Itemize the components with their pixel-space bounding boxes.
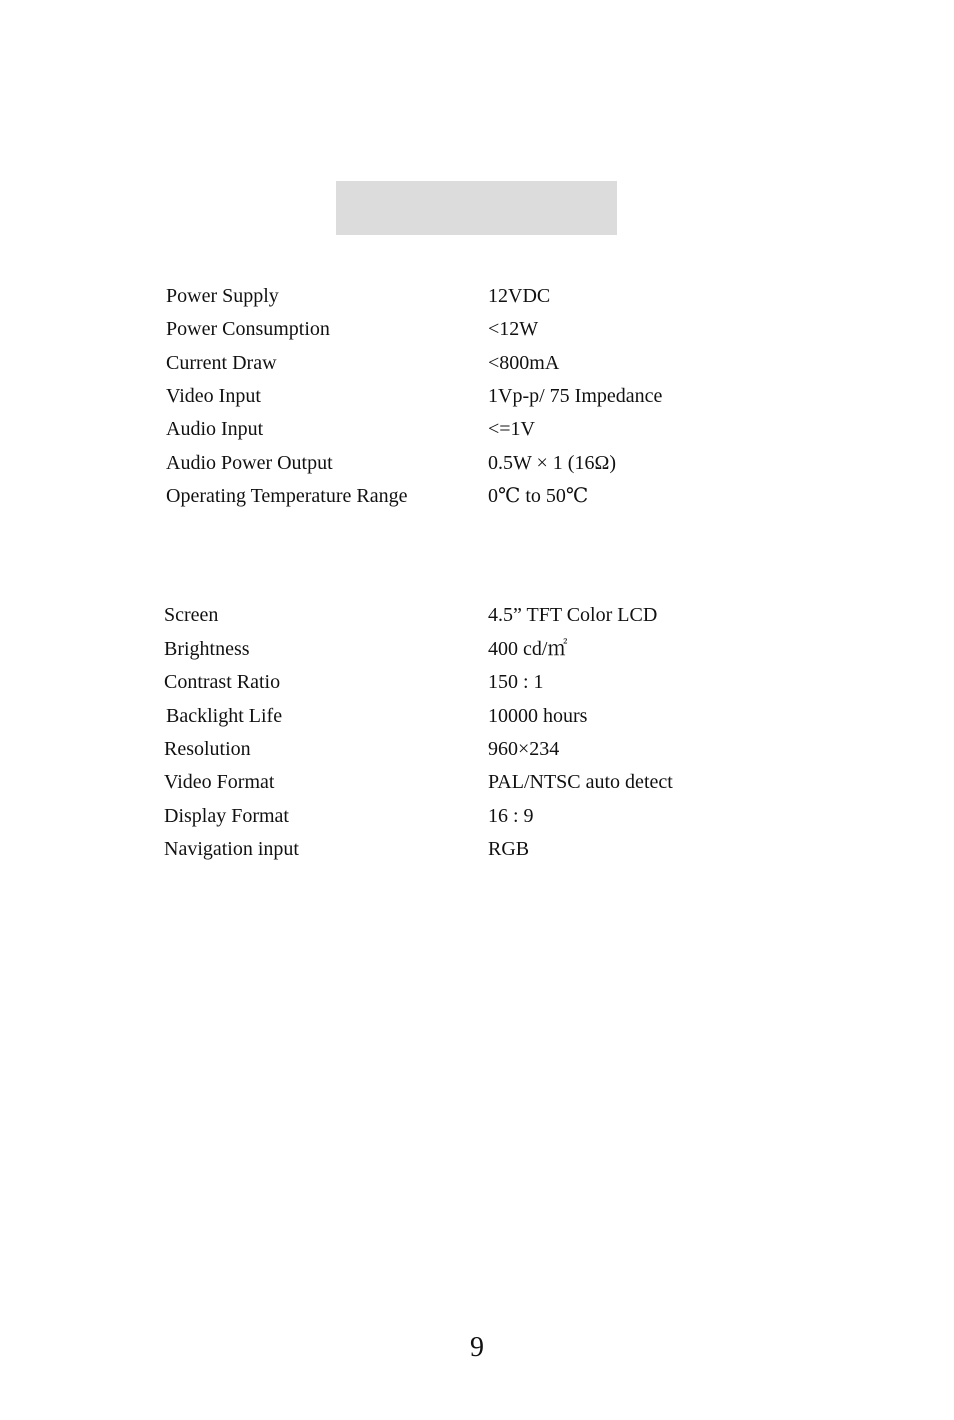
spec-value: 0.5W × 1 (16Ω) xyxy=(488,452,616,474)
spec-label: Video Input xyxy=(166,385,261,407)
spec-value: <=1V xyxy=(488,418,536,440)
spec-value: 4.5” TFT Color LCD xyxy=(488,604,658,626)
spec-row-screen xyxy=(0,600,954,630)
spec-label: Contrast Ratio xyxy=(164,671,281,693)
spec-row-current-draw xyxy=(0,348,954,378)
spec-row-navigation-input xyxy=(0,834,954,864)
spec-label: Brightness xyxy=(164,638,250,660)
spec-row-brightness xyxy=(0,634,954,664)
spec-row-resolution xyxy=(0,734,954,764)
spec-label: Backlight Life xyxy=(166,705,283,727)
spec-value: 400 cd/㎡ xyxy=(488,638,568,660)
spec-value: 960×234 xyxy=(488,738,560,760)
section-title-box xyxy=(336,181,617,235)
spec-value: 16 : 9 xyxy=(488,805,534,827)
spec-value: 0℃ to 50℃ xyxy=(488,485,589,507)
spec-value: <800mA xyxy=(488,352,560,374)
spec-row-display-format xyxy=(0,801,954,831)
spec-row-power-supply xyxy=(0,281,954,311)
spec-value: 12VDC xyxy=(488,285,551,307)
spec-row-operating-temperature xyxy=(0,481,954,511)
spec-label: Video Format xyxy=(164,771,275,793)
spec-value: <12W xyxy=(488,318,539,340)
spec-value: 150 : 1 xyxy=(488,671,544,693)
spec-label: Current Draw xyxy=(166,352,277,374)
spec-row-video-format xyxy=(0,767,954,797)
spec-label: Audio Power Output xyxy=(166,452,333,474)
spec-row-contrast-ratio xyxy=(0,667,954,697)
spec-label: Operating Temperature Range xyxy=(166,485,408,507)
page-number: 9 xyxy=(470,1332,484,1363)
spec-label: Navigation input xyxy=(164,838,299,860)
spec-row-backlight-life xyxy=(0,701,954,731)
spec-label: Power Consumption xyxy=(166,318,330,340)
spec-label: Resolution xyxy=(164,738,251,760)
spec-value: 1Vp-p/ 75 Impedance xyxy=(488,385,663,407)
spec-row-audio-power-output xyxy=(0,448,954,478)
spec-row-audio-input xyxy=(0,414,954,444)
spec-label: Screen xyxy=(164,604,219,626)
spec-label: Audio Input xyxy=(166,418,264,440)
spec-value: 10000 hours xyxy=(488,705,588,727)
spec-value: RGB xyxy=(488,838,530,860)
spec-label: Power Supply xyxy=(166,285,279,307)
spec-row-power-consumption xyxy=(0,314,954,344)
spec-label: Display Format xyxy=(164,805,289,827)
spec-row-video-input xyxy=(0,381,954,411)
spec-value: PAL/NTSC auto detect xyxy=(488,771,673,793)
